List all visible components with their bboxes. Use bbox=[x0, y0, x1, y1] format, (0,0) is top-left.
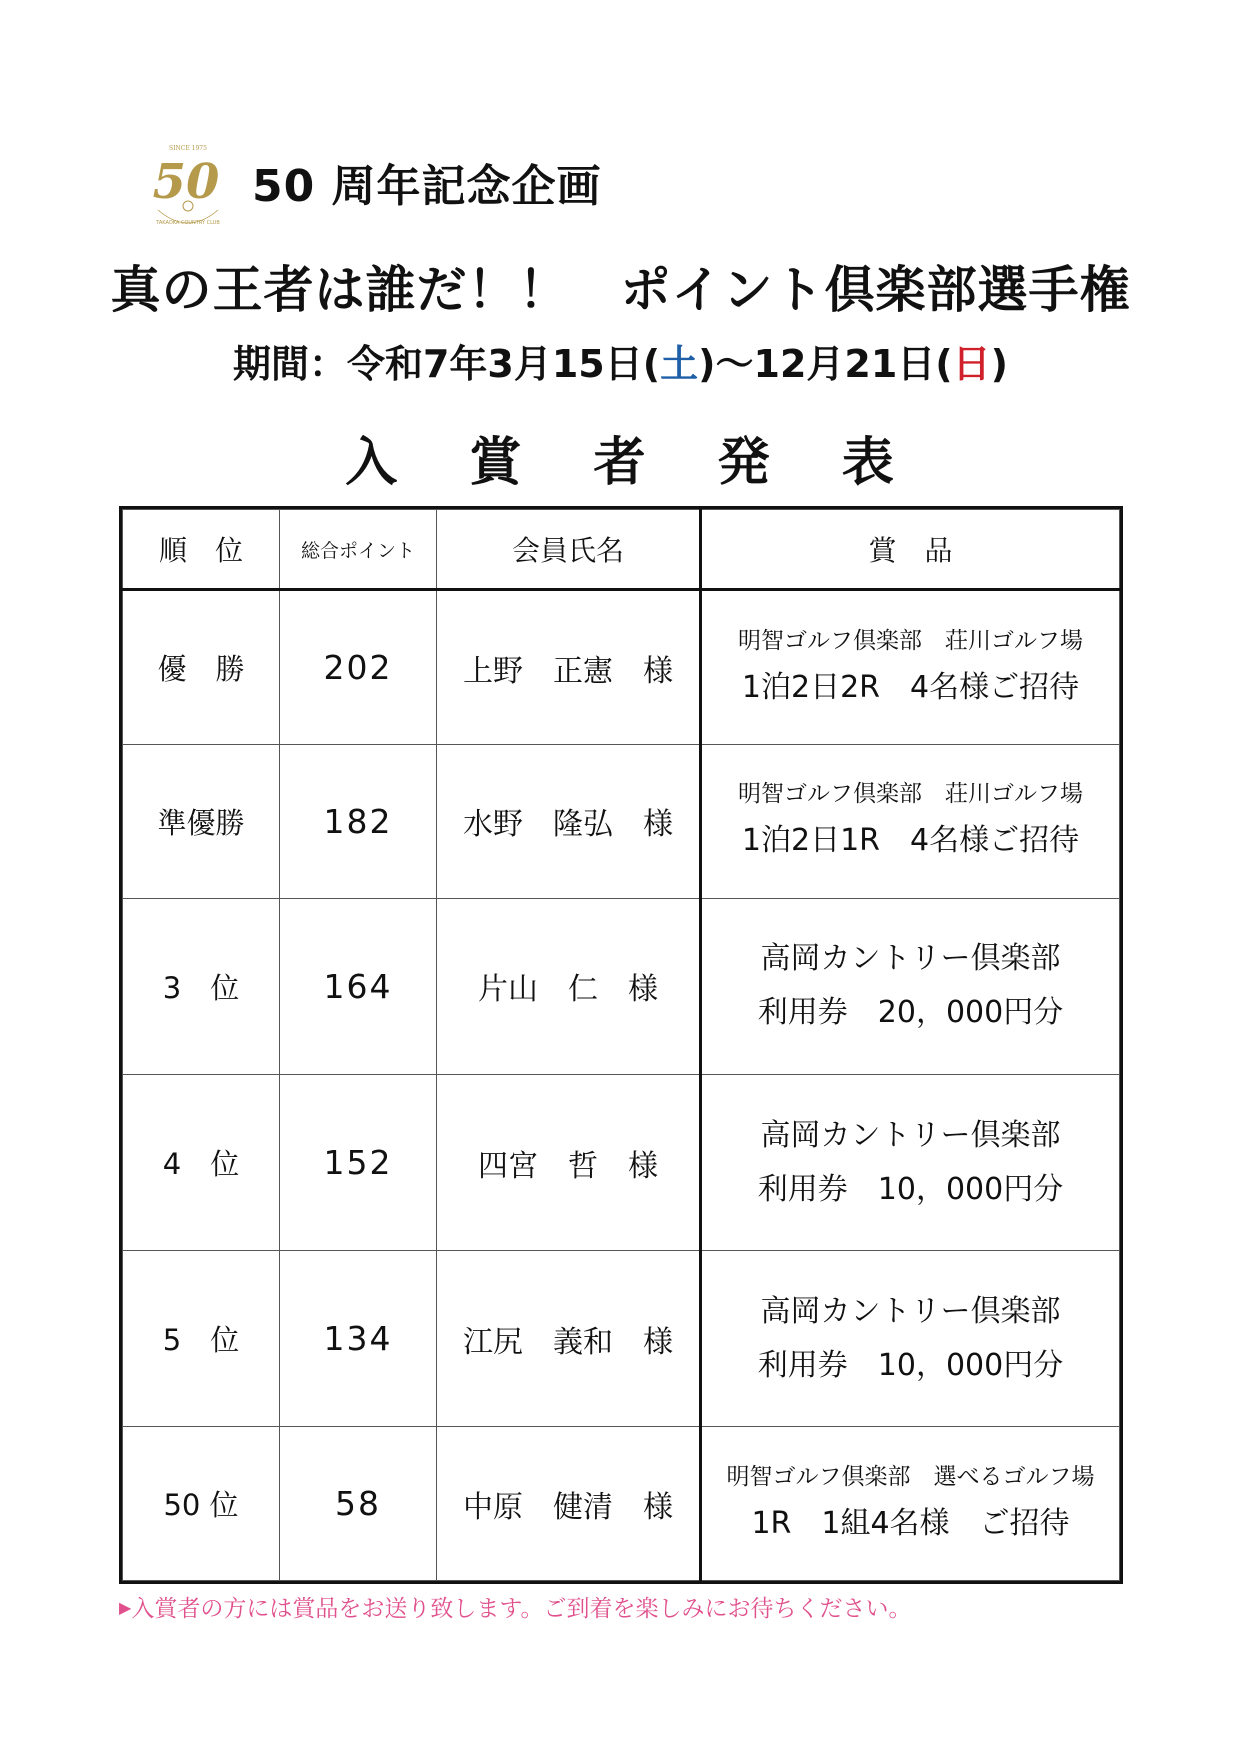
prize-line1: 高岡カントリー倶楽部 bbox=[760, 941, 1061, 977]
prize-line1: 明智ゴルフ倶楽部 選べるゴルフ場 bbox=[726, 1463, 1095, 1490]
rank-cell: 準優勝 bbox=[123, 745, 280, 899]
prize-cell bbox=[701, 898, 1120, 1074]
header-points: 総合ポイント bbox=[280, 510, 437, 590]
points-cell: 152 bbox=[280, 1074, 437, 1250]
prize-line1: 明智ゴルフ倶楽部 荘川ゴルフ場 bbox=[738, 627, 1083, 654]
prize-line2: 利用券 10，000円分 bbox=[757, 1171, 1064, 1207]
logo-top-text: SINCE 1975 bbox=[169, 145, 207, 152]
period-end: ) bbox=[990, 342, 1009, 386]
name-cell: 上野 正憲 様 bbox=[437, 590, 701, 745]
points-cell: 58 bbox=[280, 1427, 437, 1581]
rank-cell: 5 位 bbox=[123, 1251, 280, 1427]
points-cell: 134 bbox=[280, 1251, 437, 1427]
prize-line2: 1R 1組4名様 ご招待 bbox=[751, 1505, 1070, 1541]
points-cell: 164 bbox=[280, 898, 437, 1074]
period-start: 令和7年3月15日( bbox=[346, 342, 661, 386]
name-cell: 中原 健清 様 bbox=[437, 1427, 701, 1581]
page-heading: 入 賞 者 発 表 bbox=[345, 433, 896, 493]
period-sunday: 日 bbox=[952, 342, 991, 386]
prize-line2: 1泊2日1R 4名様ご招待 bbox=[741, 823, 1080, 859]
table-row bbox=[123, 1074, 1120, 1250]
anniversary-logo bbox=[148, 140, 228, 232]
prize-line2: 利用券 20，000円分 bbox=[757, 995, 1064, 1031]
results-table bbox=[119, 506, 1123, 1584]
anniversary-title: 50 周年記念企画 bbox=[252, 161, 602, 212]
triangle-icon: ▶ bbox=[119, 1598, 132, 1617]
period-mid: )～12月21日( bbox=[698, 342, 953, 386]
points-cell: 182 bbox=[280, 745, 437, 899]
footer-note bbox=[119, 1590, 911, 1623]
period bbox=[0, 333, 1241, 388]
logo-ring-text: TAKAOKA COUNTRY CLUB bbox=[156, 220, 220, 226]
name-cell: 片山 仁 様 bbox=[437, 898, 701, 1074]
period-saturday: 土 bbox=[660, 342, 699, 386]
period-prefix: 期間： bbox=[232, 342, 347, 386]
prize-cell bbox=[701, 1074, 1120, 1250]
main-title: 真の王者は誰だ！！ ポイント倶楽部選手権 bbox=[110, 261, 1131, 319]
footer-note-text: 入賞者の方には賞品をお送り致します。ご到着を楽しみにお待ちください。 bbox=[131, 1596, 912, 1622]
table-row bbox=[123, 898, 1120, 1074]
prize-line2: 1泊2日2R 4名様ご招待 bbox=[741, 669, 1080, 705]
prize-cell bbox=[701, 1427, 1120, 1581]
logo-number: 50 bbox=[152, 154, 220, 210]
name-cell: 四宮 哲 様 bbox=[437, 1074, 701, 1250]
prize-line2: 利用券 10，000円分 bbox=[757, 1347, 1064, 1383]
header-rank: 順 位 bbox=[123, 510, 280, 590]
prize-line1: 高岡カントリー倶楽部 bbox=[760, 1293, 1061, 1329]
prize-line1: 高岡カントリー倶楽部 bbox=[760, 1117, 1061, 1153]
prize-cell bbox=[701, 590, 1120, 745]
header-prize: 賞 品 bbox=[701, 510, 1120, 590]
rank-cell: 50 位 bbox=[123, 1427, 280, 1581]
table-row bbox=[123, 590, 1120, 745]
rank-cell: 優 勝 bbox=[123, 590, 280, 745]
prize-cell bbox=[701, 1251, 1120, 1427]
points-cell: 202 bbox=[280, 590, 437, 745]
table-header-row bbox=[123, 510, 1120, 590]
table-row bbox=[123, 1427, 1120, 1581]
prize-line1: 明智ゴルフ倶楽部 荘川ゴルフ場 bbox=[738, 781, 1083, 808]
rank-cell: 3 位 bbox=[123, 898, 280, 1074]
prize-cell bbox=[701, 745, 1120, 899]
name-cell: 水野 隆弘 様 bbox=[437, 745, 701, 899]
header-name: 会員氏名 bbox=[437, 510, 701, 590]
name-cell: 江尻 義和 様 bbox=[437, 1251, 701, 1427]
table-row bbox=[123, 745, 1120, 899]
table-row bbox=[123, 1251, 1120, 1427]
rank-cell: 4 位 bbox=[123, 1074, 280, 1250]
